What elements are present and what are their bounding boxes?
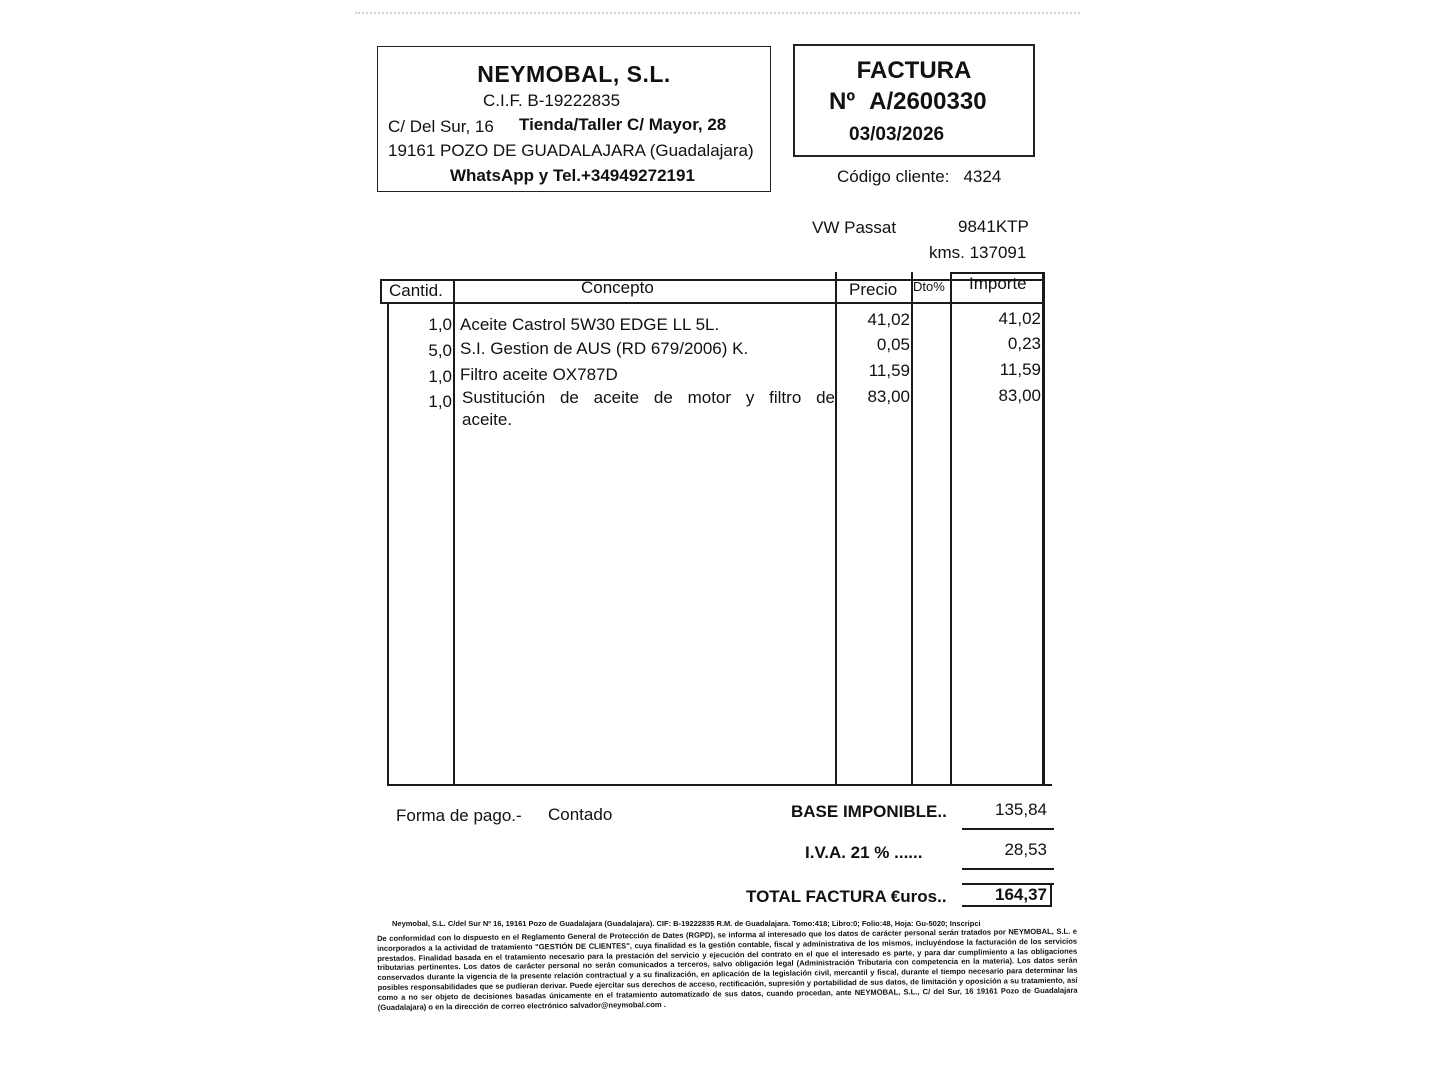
header-price: Precio	[849, 280, 898, 299]
table-top-border	[380, 279, 1045, 281]
line-items-table	[380, 272, 1047, 787]
company-phone: WhatsApp y Tel.+34949272191	[450, 166, 695, 185]
client-code-line	[837, 167, 1001, 187]
tax-base-underline	[962, 828, 1054, 830]
row-3-concept: Filtro aceite OX787D	[460, 365, 618, 384]
column-divider-discount	[950, 272, 952, 786]
table-bottom-border	[387, 784, 1052, 786]
row-2-concept: S.I. Gestion de AUS (RD 679/2006) K.	[460, 339, 749, 358]
tax-base-value: 135,84	[995, 800, 1047, 819]
table-left-border-header	[380, 279, 382, 304]
tax-base-label: BASE IMPONIBLE..	[791, 802, 947, 821]
footer-registry: Neymobal, S.L. C/del Sur Nº 16, 19161 Pozo de Guadalajara (Guadalajara). CIF: B-19222835 R.M. de Guadalajara. Tomo:418; Libro:0; Folio:48, Hoja: Gu-5020; Inscripci	[392, 919, 981, 928]
payment-method-label: Forma de pago.-	[396, 806, 522, 825]
company-street: C/ Del Sur, 16	[388, 117, 494, 136]
row-4-qty: 1,0	[428, 392, 452, 411]
total-right-rule	[1050, 883, 1052, 907]
row-4-amount: 83,00	[998, 386, 1041, 405]
table-left-border	[387, 302, 389, 786]
company-shop-address: Tienda/Taller C/ Mayor, 28	[519, 115, 727, 134]
total-top-rule	[962, 883, 1054, 885]
vat-value: 28,53	[1004, 840, 1047, 859]
scan-artifact-line	[355, 12, 1080, 18]
client-code-label: Código cliente:	[837, 167, 950, 186]
company-city: 19161 POZO DE GUADALAJARA (Guadalajara)	[388, 141, 754, 160]
column-divider-qty	[453, 279, 455, 786]
vat-label: I.V.A. 21 % ......	[805, 843, 923, 862]
row-2-qty: 5,0	[428, 341, 452, 360]
header-bottom-border	[380, 302, 1045, 304]
invoice-number: A/2600330	[869, 88, 987, 115]
row-1-amount: 41,02	[998, 309, 1041, 328]
table-right-border	[1042, 272, 1045, 786]
company-cif: C.I.F. B-19222835	[483, 91, 621, 110]
row-1-qty: 1,0	[428, 315, 452, 334]
column-divider-price	[911, 272, 913, 786]
column-divider-concept	[835, 272, 837, 786]
row-2-amount: 0,23	[1007, 334, 1041, 353]
row-3-price: 11,59	[868, 361, 910, 380]
header-concept: Concepto	[581, 278, 654, 297]
vehicle-kms: kms. 137091	[929, 243, 1027, 262]
invoice-number-line	[829, 88, 987, 116]
vehicle-plate: 9841KTP	[958, 217, 1029, 236]
header-qty: Cantid.	[389, 281, 443, 300]
row-4-price: 83,00	[867, 387, 910, 406]
invoice-total-label: TOTAL FACTURA €uros..	[746, 887, 947, 906]
client-code: 4324	[963, 167, 1002, 186]
company-header-box	[377, 46, 771, 192]
row-1-concept: Aceite Castrol 5W30 EDGE LL 5L.	[460, 315, 720, 334]
payment-method-value: Contado	[548, 805, 613, 824]
row-2-price: 0,05	[876, 335, 910, 354]
row-3-qty: 1,0	[428, 367, 452, 386]
invoice-number-prefix: Nº	[829, 88, 856, 115]
invoice-total-value: 164,37	[995, 885, 1047, 904]
vat-underline	[962, 868, 1054, 870]
header-discount: Dto%	[913, 279, 945, 294]
header-amount: Importe	[969, 274, 1027, 293]
invoice-title: FACTURA	[856, 57, 972, 84]
row-4-concept: Sustitución de aceite de motor y filtro de aceite.	[462, 388, 835, 429]
row-1-price: 41,02	[867, 310, 910, 329]
invoice-date: 03/03/2026	[849, 124, 945, 145]
invoice-header-box	[793, 44, 1035, 157]
footer-privacy-notice: De conformidad con lo dispuesto en el Reglamento General de Protección de Dates (RGPD), se informa al interesado que los datos de carácter personal serán tratados por NEYMOBAL, S.L. e incorporados a la actividad de tratamiento "GESTIÓN DE CLIENTES", cuya finalidad es la gestión contable, fiscal y administrativa de los mismos, incluyéndose la facturación de los servicios prestados. Finalidad basada en el tratamiento necesario para la prestación del servicio y ejecución del contrato en el que el interesado es parte, y para dar cumplimiento a las obligaciones tributarias pertinentes. Los datos de carácter personal no serán comunicados a terceros, salvo obligación legal (Administración Tributaria con competencia en la materia). Los datos serán conservados durante la vigencia de la presente relación contractual y a su finalización, en aplicación de la legislación civil, mercantil y fiscal, durante el tiempo necesario para determinar las posibles responsabilidades que se pudieran derivar. Puede ejercitar sus derechos de acceso, rectificación, supresión y portabilidad de sus datos, de limitación y oposición a su tratamiento, así como a no ser objeto de decisiones basadas únicamente en el tratamiento automatizado de sus datos, cuando procedan, ante NEYMOBAL, S.L., C/ del Sur, 16 19161 Pozo de Guadalajara (Guadalajara) o en la dirección de correo electrónico salvador@neymobal.com .	[377, 926, 1078, 1012]
vehicle-model: VW Passat	[812, 218, 897, 237]
total-bottom-rule	[962, 905, 1052, 907]
row-3-amount: 11,59	[999, 360, 1041, 379]
company-name: NEYMOBAL, S.L.	[477, 61, 671, 87]
